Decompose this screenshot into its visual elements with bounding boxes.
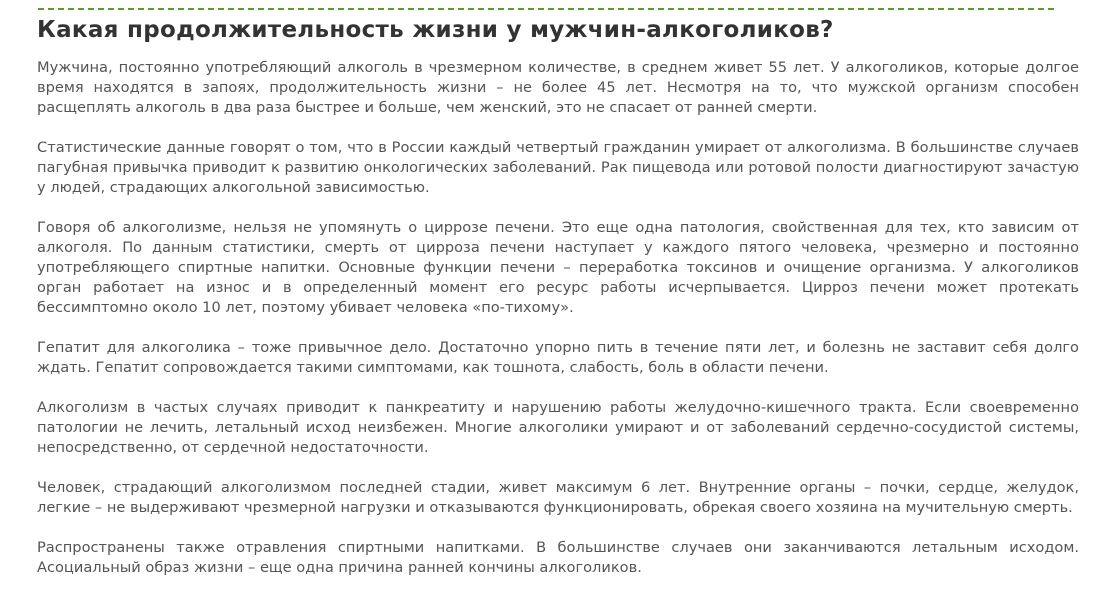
paragraph-last-stage: Человек, страдающий алкоголизмом последней стадии, живет максимум 6 лет. Внутренние органы – почки, сердце, желудок, легкие – не выдерживают чрезмерной нагрузки и отказываются функционировать, обрекая своего хозяина на мучительную смерть. [37, 479, 1079, 516]
paragraph-cirrhosis: Говоря об алкоголизме, нельзя не упомянуть о циррозе печени. Это еще одна патология, свойственная для тех, кто зависим от алкоголя. По данным статистики, смерть от цирроза печени наступает у каждого пятого человека, чрезмерно и постоянно употребляющего спиртные напитки. Основные функции печени – переработка токсинов и очищение организма. У алкоголиков орган работает на износ и в определенный момент его ресурс работы исчерпывается. Цирроз печени может протекать бессимптомно около 10 лет, поэтому убивает человека «по-тихому». [37, 219, 1079, 316]
paragraph-pancreatitis: Алкоголизм в частых случаях приводит к панкреатиту и нарушению работы желудочно-кишечного тракта. Если своевременно патологии не лечить, летальный исход неизбежен. Многие алкоголики умирают и от заболеваний сердечно-сосудистой системы, непосредственно, от сердечной недостаточности. [37, 399, 1079, 456]
paragraph-poisoning: Распространены также отравления спиртными напитками. В большинстве случаев они заканчиваются летальным исходом. Асоциальный образ жизни – еще одна причина ранней кончины алкоголиков. [37, 539, 1079, 576]
article-body [37, 58, 1079, 598]
paragraph-statistics: Статистические данные говорят о том, что в России каждый четвертый гражданин умирает от алкоголизма. В большинстве случаев пагубная привычка приводит к развитию онкологических заболеваний. Рак пищевода или ротовой полости диагностируют зачастую у людей, страдающих алкогольной зависимостью. [37, 139, 1079, 196]
article-title: Какая продолжительность жизни у мужчин-алкоголиков? [37, 17, 834, 43]
section-divider [38, 8, 1054, 10]
paragraph-hepatitis: Гепатит для алкоголика – тоже привычное дело. Достаточно упорно пить в течение пяти лет, и болезнь не заставит себя долго ждать. Гепатит сопровождается такими симптомами, как тошнота, слабость, боль в области печени. [37, 339, 1079, 376]
paragraph-life-expectancy: Мужчина, постоянно употребляющий алкоголь в чрезмерном количестве, в среднем живет 55 лет. У алкоголиков, которые долгое время находятся в запоях, продолжительность жизни – не более 45 лет. Несмотря на то, что мужской организм способен расщеплять алкоголь в два раза быстрее и больше, чем женский, это не спасает от ранней смерти. [37, 59, 1079, 116]
